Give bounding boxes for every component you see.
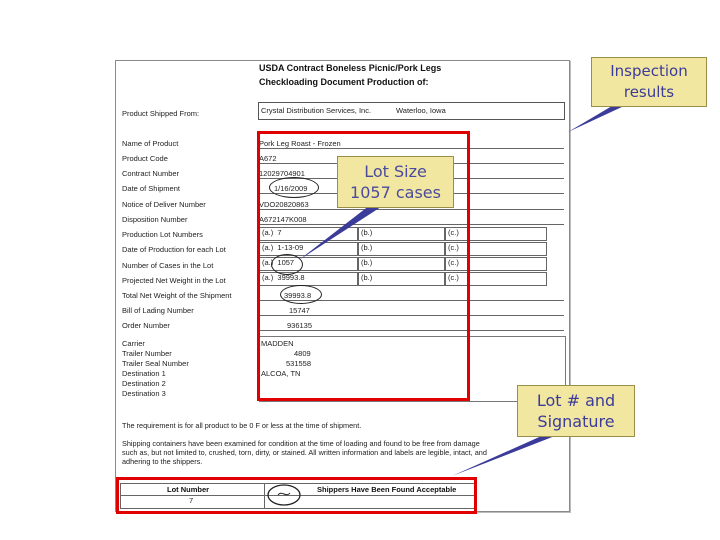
lot-size-line2: 1057 cases <box>350 183 441 202</box>
lot-signature-line2: Signature <box>537 412 615 431</box>
shippers-acceptable-header: Shippers Have Been Found Acceptable <box>317 485 457 494</box>
shipment-date-text: 1/16/2009 <box>274 184 308 193</box>
field-label-delivery-notice: Notice of Deliver Number <box>122 200 206 209</box>
lot-cell-a: (a.) 7 <box>259 227 358 241</box>
field-value-product-code: A672 <box>259 154 564 164</box>
destination3-label: Destination 3 <box>122 389 166 398</box>
lot-cell-c: (c.) <box>445 242 547 256</box>
lot-signature-callout <box>517 385 635 437</box>
destination1-label: Destination 1 <box>122 369 166 378</box>
field-label-bill-of-lading: Bill of Lading Number <box>122 306 194 315</box>
lot-cell-c: (c.) <box>445 257 547 271</box>
field-value-product-name: Pork Leg Roast - Frozen <box>259 139 564 149</box>
destination2-label: Destination 2 <box>122 379 166 388</box>
document-subtitle: Checkloading Document Production of: <box>259 77 429 87</box>
destination1-value: ALCOA, TN <box>261 369 301 378</box>
carrier-label: Carrier <box>122 339 145 348</box>
field-label-disposition: Disposition Number <box>122 215 188 224</box>
field-value-contract-number: 12029704901 <box>259 169 564 179</box>
field-label-contract-number: Contract Number <box>122 169 180 178</box>
field-value-disposition: A672147K008 <box>259 215 564 225</box>
lot-number-value: 7 <box>189 496 194 505</box>
inspection-results-text: Inspection results <box>610 62 688 101</box>
temperature-requirement: The requirement is for all product to be 0 F or less at the time of shipment. <box>122 421 362 430</box>
shipped-from-city: Waterloo, Iowa <box>396 106 446 115</box>
lot-size-callout <box>337 156 454 208</box>
lot-size-pointer <box>299 205 384 260</box>
shipped-from-label: Product Shipped From: <box>122 109 200 118</box>
field-label-product-code: Product Code <box>122 154 168 163</box>
document-title: USDA Contract Boneless Picnic/Pork Legs <box>259 63 442 73</box>
container-statement: Shipping containers have been examined for condition at the time of loading and found to be free from damage such as, but not limited to, crushed, torn, dirty, or stained. All written information and labels are legible, intact, and adhering to the shippers. <box>122 439 487 466</box>
lot-cell-b: (b.) <box>358 227 445 241</box>
bill-of-lading-text: 15747 <box>289 306 310 315</box>
lot-cell-c: (c.) <box>445 272 547 286</box>
inspection-results-callout <box>591 57 707 107</box>
lot-cell-b: (b.) <box>358 242 445 256</box>
lot-cell-c: (c.) <box>445 227 547 241</box>
field-label-shipment-date: Date of Shipment <box>122 184 180 193</box>
lot-cell-b: (b.) <box>358 272 445 286</box>
trailer-number-value: 4809 <box>294 349 311 358</box>
lot-size-line1: Lot Size <box>364 162 427 181</box>
lot-cell-a: (a.) 39993.8 <box>259 272 358 286</box>
lot-number-header: Lot Number <box>167 485 210 494</box>
trailer-seal-label: Trailer Seal Number <box>122 359 189 368</box>
total-weight-text: 39993.8 <box>284 291 312 300</box>
order-number-text: 936135 <box>287 321 313 330</box>
lot-row-label-numbers: Production Lot Numbers <box>122 230 203 239</box>
shipped-from-value: Crystal Distribution Services, Inc. <box>261 106 372 115</box>
lot-signature-pointer <box>452 434 560 476</box>
inspection-pointer <box>568 106 624 132</box>
lot-cell-a: (a.) 1057 <box>259 257 358 271</box>
field-label-order-number: Order Number <box>122 321 170 330</box>
trailer-seal-value: 531558 <box>286 359 312 368</box>
carrier-value: MADDEN <box>261 339 294 348</box>
lot-signature-line1: Lot # and <box>536 391 616 410</box>
lot-row-label-cases: Number of Cases in the Lot <box>122 261 214 270</box>
field-value-delivery-notice: VDO20820863 <box>259 200 564 210</box>
lot-row-label-production-date: Date of Production for each Lot <box>122 245 226 254</box>
lot-cell-b: (b.) <box>358 257 445 271</box>
field-label-product-name: Name of Product <box>122 139 179 148</box>
lot-row-label-weight: Projected Net Weight in the Lot <box>122 276 226 285</box>
trailer-number-label: Trailer Number <box>122 349 172 358</box>
lot-cell-a: (a.) 1-13-09 <box>259 242 358 256</box>
field-label-total-weight: Total Net Weight of the Shipment <box>122 291 232 300</box>
